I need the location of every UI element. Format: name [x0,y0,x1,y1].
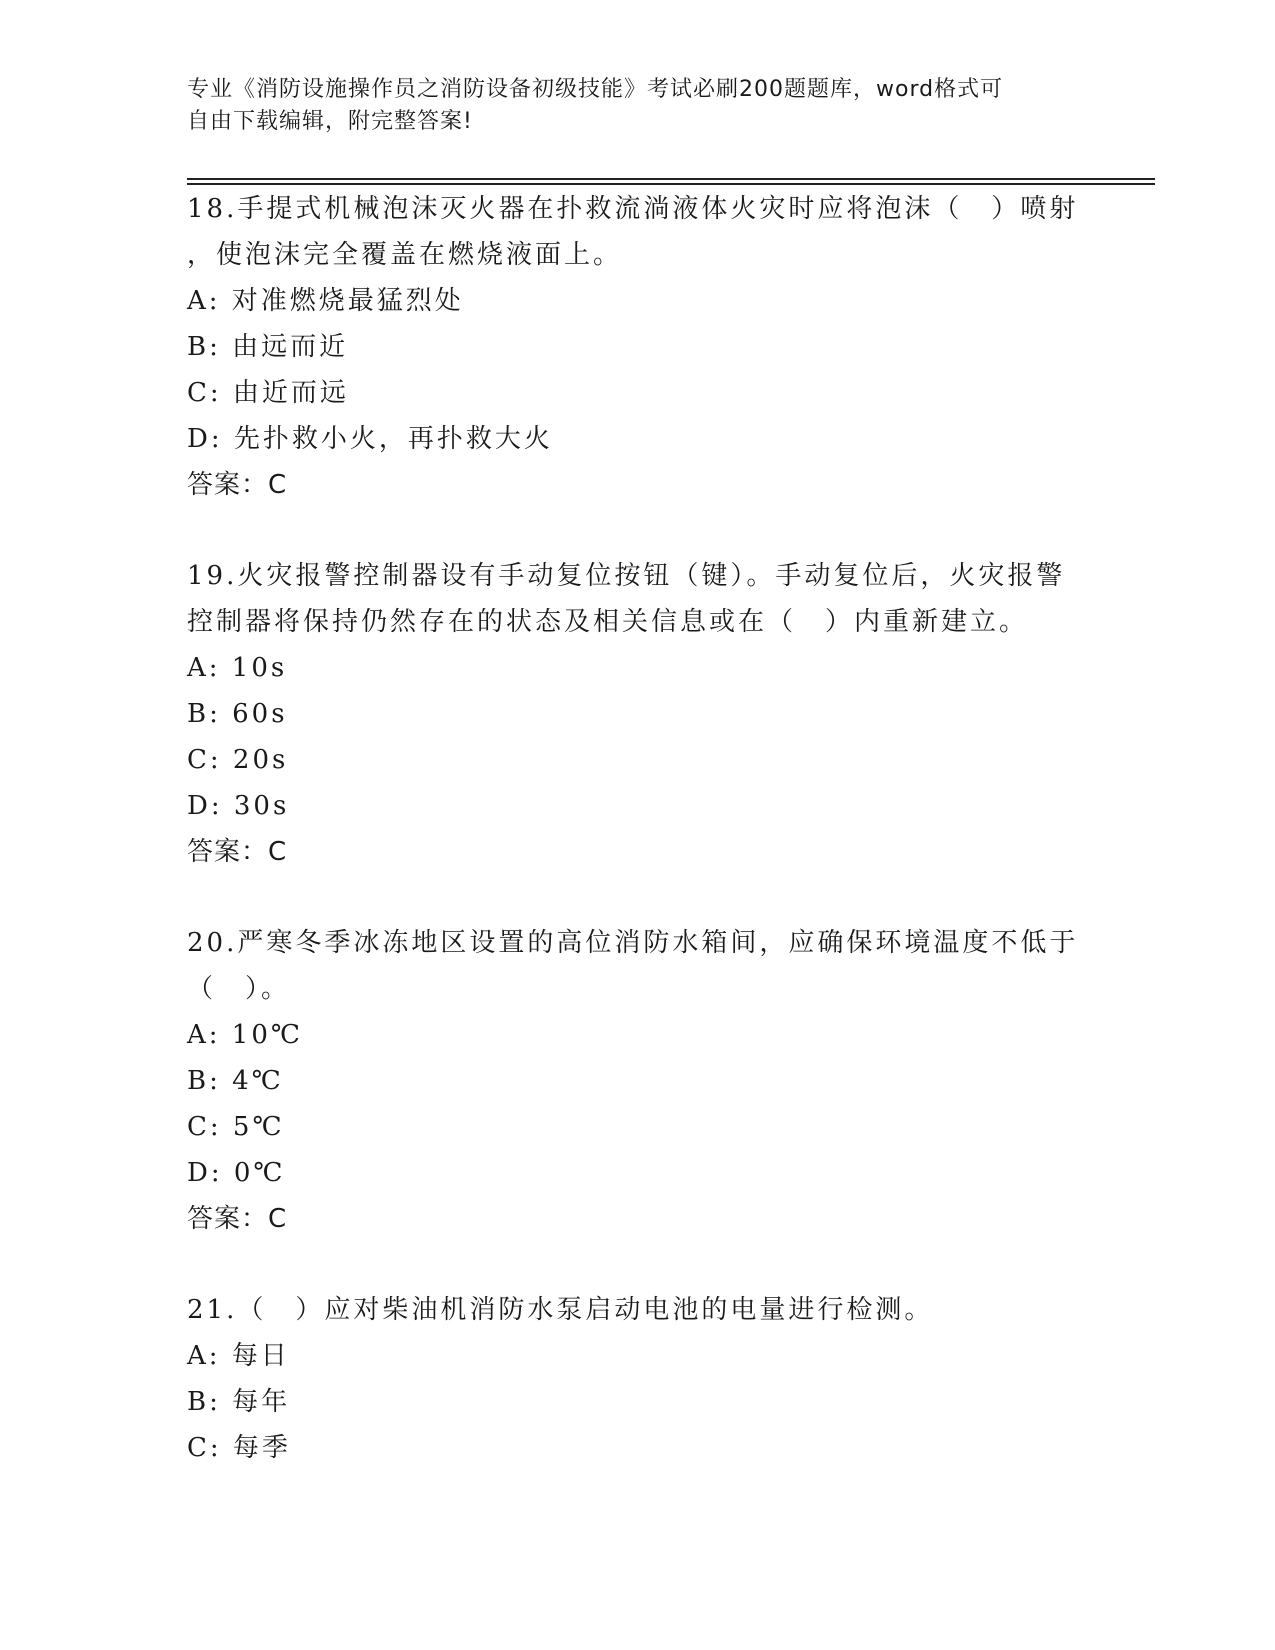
option-a: A: 10℃ [187,1020,303,1050]
option-b: B: 每年 [187,1387,291,1417]
header-line-2: 自由下载编辑，附完整答案! [187,109,473,134]
header-divider-top [187,178,1155,180]
option-b: B: 4℃ [187,1066,284,1096]
option-c: C: 每季 [187,1433,291,1463]
option-a: A: 每日 [187,1341,290,1371]
question-stem-line: （ ）。 [187,974,291,1004]
option-b: B: 由远而近 [187,332,349,362]
option-a: A: 对准燃烧最猛烈处 [187,286,464,316]
option-c: C: 20s [187,745,289,775]
answer-line: 答案：C [187,1204,288,1234]
question-20 [187,920,1087,1242]
option-b: B: 60s [187,699,288,729]
question-stem-line: 控制器将保持仍然存在的状态及相关信息或在（ ）内重新建立。 [187,607,1029,637]
option-a: A: 10s [187,653,288,683]
document-header [187,74,1067,138]
question-stem-line: 21.（ ）应对柴油机消防水泵启动电池的电量进行检测。 [187,1295,934,1325]
question-list [187,186,1087,1516]
question-stem-line: 18.手提式机械泡沫灭火器在扑救流淌液体火灾时应将泡沫（ ）喷射 [187,194,1079,224]
option-d: D: 30s [187,791,290,821]
question-21 [187,1287,1087,1471]
option-d: D: 0℃ [187,1158,286,1188]
answer-line: 答案：C [187,470,288,500]
header-divider-bottom [187,183,1155,185]
option-d: D: 先扑救小火，再扑救大火 [187,424,553,454]
question-stem-line: ，使泡沫完全覆盖在燃烧液面上。 [187,240,623,270]
question-stem-line: 20.严寒冬季冰冻地区设置的高位消防水箱间，应确保环境温度不低于 [187,928,1079,958]
header-line-1: 专业《消防设施操作员之消防设备初级技能》考试必刷200题题库，word格式可 [187,77,1004,102]
option-c: C: 5℃ [187,1112,285,1142]
option-c: C: 由近而远 [187,378,349,408]
question-stem-line: 19.火灾报警控制器设有手动复位按钮（键）。手动复位后，火灾报警 [187,561,1066,591]
answer-line: 答案：C [187,837,288,867]
question-18 [187,186,1087,508]
question-19 [187,553,1087,875]
